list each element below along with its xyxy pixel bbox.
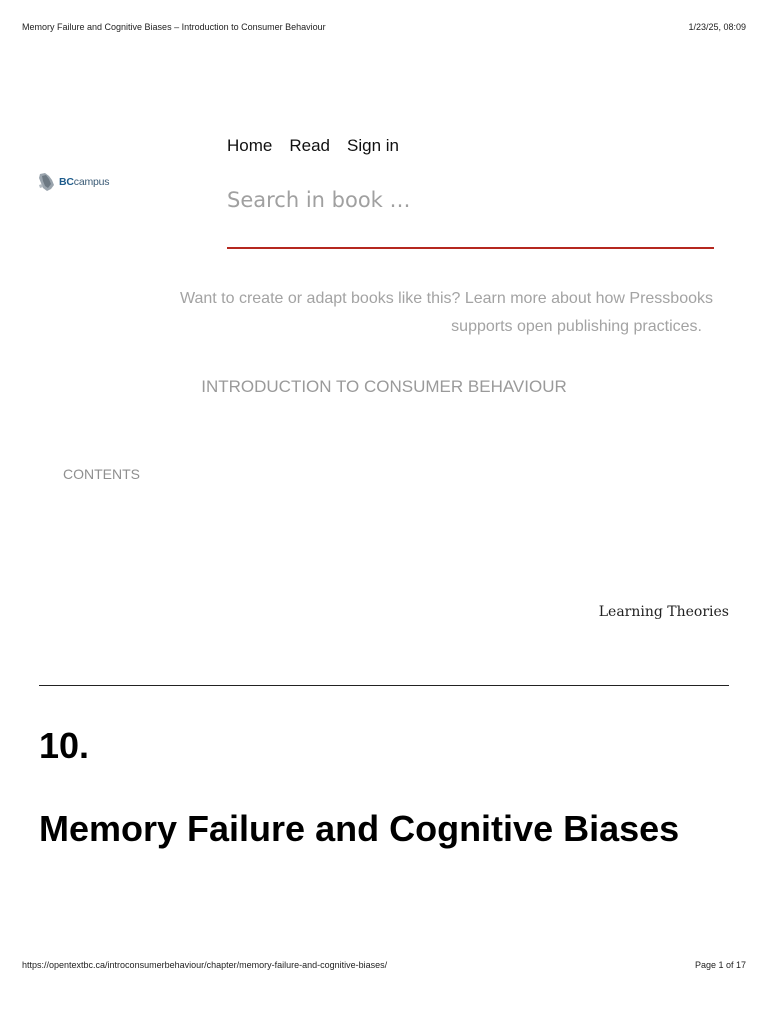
book-title-link[interactable]: INTRODUCTION TO CONSUMER BEHAVIOUR	[201, 377, 567, 396]
chapter-title: Memory Failure and Cognitive Biases	[39, 808, 680, 849]
print-header-title: Memory Failure and Cognitive Biases – Introduction to Consumer Behaviour	[22, 22, 326, 32]
print-header-datetime: 1/23/25, 08:09	[688, 22, 746, 32]
logo-text: BCcampus	[59, 176, 110, 188]
promo-line-2: supports open publishing practices.	[451, 318, 702, 335]
search-input[interactable]	[227, 188, 714, 212]
print-header	[22, 22, 746, 32]
page-counter: Page 1 of 17	[694, 960, 746, 970]
promo-line-1: Want to create or adapt books like this? Learn more about how Pressbooks	[179, 290, 713, 307]
contents-toggle[interactable]: CONTENTS	[63, 466, 140, 482]
nav-sign-in[interactable]: Sign in	[347, 136, 399, 155]
search-box	[227, 188, 714, 249]
nav-read[interactable]: Read	[289, 136, 330, 155]
nav-home[interactable]: Home	[227, 136, 273, 155]
print-footer	[22, 960, 746, 970]
previous-chapter-link[interactable]: Learning Theories	[598, 604, 729, 620]
bccampus-logo[interactable]	[38, 172, 109, 192]
divider	[39, 685, 729, 686]
top-nav	[227, 136, 399, 156]
bc-map-icon	[38, 172, 56, 192]
pressbooks-promo[interactable]	[80, 285, 713, 341]
page-url: https://opentextbc.ca/introconsumerbehaviour/chapter/memory-failure-and-cognitive-biases/	[22, 960, 388, 970]
chapter-number: 10.	[39, 725, 90, 766]
